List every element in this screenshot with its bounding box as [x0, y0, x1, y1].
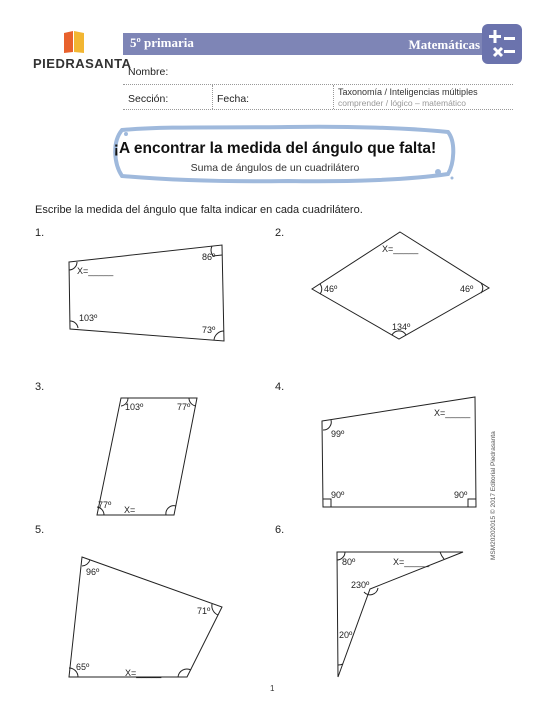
angle-label: 46º [324, 284, 338, 294]
angle-label: X=_____ [382, 244, 419, 254]
angle-label: 96º [86, 567, 100, 577]
quadrilateral-6 [337, 552, 463, 677]
problem-number: 3. [35, 381, 45, 393]
banner-subtitle: Suma de ángulos de un cuadrilátero [190, 162, 360, 174]
taxonomia-value: comprender / lógico – matemático [338, 98, 467, 108]
angle-label: X=_____ [124, 505, 161, 515]
angle-label: 77º [98, 500, 112, 510]
angle-label: 65º [76, 662, 90, 672]
seccion-label: Sección: [128, 93, 169, 105]
problem-number: 4. [275, 381, 285, 393]
angle-label: 103º [79, 313, 98, 323]
copyright-vertical: MSM20202015 © 2017 Editorial Piedrasanta [490, 431, 497, 560]
angle-label: 230º [351, 580, 370, 590]
angle-label: 77º [177, 402, 191, 412]
angle-label: 71º [197, 606, 211, 616]
angle-label: 99º [331, 429, 345, 439]
taxonomia-label: Taxonomía / Inteligencias múltiples [338, 87, 478, 97]
grade-label: 5º primaria [130, 35, 194, 50]
page-number: 1 [270, 684, 275, 693]
angle-label: 80º [342, 557, 356, 567]
angle-label: 134º [392, 322, 411, 332]
nombre-label: Nombre: [128, 66, 169, 78]
angle-label: X=_____ [393, 557, 430, 567]
problem-number: 5. [35, 524, 45, 536]
angle-label: 90º [454, 490, 468, 500]
subject-label: Matemáticas [408, 37, 480, 52]
quadrilateral-1 [69, 245, 224, 341]
angle-label: X=_____ [125, 668, 162, 678]
problem-number: 1. [35, 227, 45, 239]
angle-label: X=_____ [434, 408, 471, 418]
angle-label: 20º [339, 630, 353, 640]
angle-label: 86º [202, 252, 216, 262]
instruction-text: Escribe la medida del ángulo que falta indicar en cada cuadrilátero. [35, 204, 363, 216]
quadrilateral-3 [97, 398, 197, 515]
angle-label: 90º [331, 490, 345, 500]
problem-number: 2. [275, 227, 285, 239]
angle-label: 103º [125, 402, 144, 412]
banner-title: ¡A encontrar la medida del ángulo que falta! [113, 140, 437, 157]
logo-wordmark: PIEDRASANTA [33, 56, 132, 71]
problem-number: 6. [275, 524, 285, 536]
angle-label: 46º [460, 284, 474, 294]
angle-label: X=_____ [77, 266, 114, 276]
fecha-label: Fecha: [217, 93, 250, 105]
angle-label: 73º [202, 325, 216, 335]
